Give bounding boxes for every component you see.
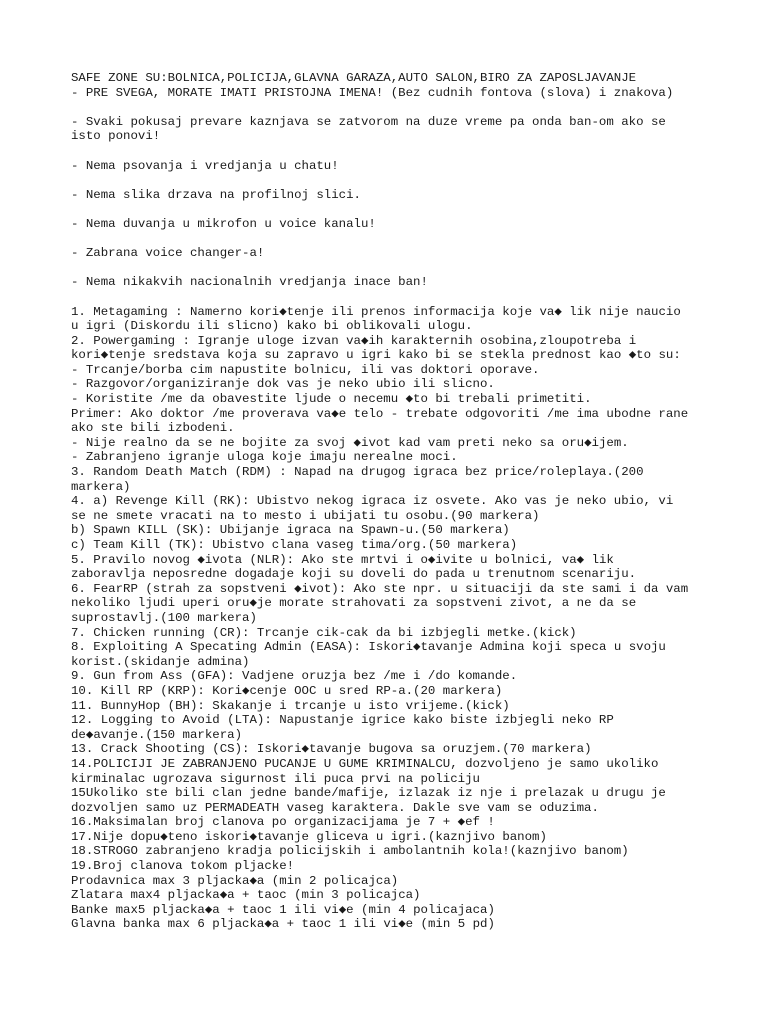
text-line: u igri (Diskordu ili slicno) kako bi oblikovali ulogu. — [71, 319, 473, 334]
text-line: - Trcanje/borba cim napustite bolnicu, ili vas doktori oporave. — [71, 362, 540, 377]
text-line: - Nema duvanja u mikrofon u voice kanalu! — [71, 216, 376, 231]
text-line: 7. Chicken running (CR): Trcanje cik-cak da bi izbjegli metke.(kick) — [71, 625, 577, 640]
text-line: b) Spawn KILL (SK): Ubijanje igraca na Spawn-u.(50 markera) — [71, 523, 510, 538]
text-line: suprostavlj.(100 markera) — [71, 610, 257, 625]
text-line: - Razgovor/organiziranje dok vas je neko ubio ili slicno. — [71, 377, 495, 392]
text-line: zaboravlja neposredne dogadaje koji su doveli do pada u trenutnom scenariju. — [71, 567, 637, 582]
text-line: 2. Powergaming : Igranje uloge izvan va◆ih karakternih osobina,zloupotreba i — [71, 333, 637, 348]
text-line: 17.Nije dopu◆teno iskori◆tavanje gliceva u igri.(kaznjivo banom) — [71, 829, 547, 844]
text-line: - Zabranjeno igranje uloga koje imaju nerealne moci. — [71, 450, 458, 465]
text-line: 16.Maksimalan broj clanova po organizacijama je 7 + ◆ef ! — [71, 815, 495, 830]
blank-line — [71, 261, 711, 276]
text-line: ako ste bili izbodeni. — [71, 421, 235, 436]
text-line: kirminalac ugrozava sigurnost ili puca prvi na policiju — [71, 771, 480, 786]
text-line: 14.POLICIJI JE ZABRANJENO PUCANJE U GUME KRIMINALCU, dozvoljeno je samo ukoliko — [71, 756, 659, 771]
blank-line — [71, 173, 711, 188]
text-line: de◆avanje.(150 markera) — [71, 727, 243, 742]
text-line: Zlatara max4 pljacka◆a + taoc (min 3 policajca) — [71, 888, 421, 903]
text-line: 13. Crack Shooting (CS): Iskori◆tavanje bugova sa oruzjem.(70 markera) — [71, 742, 592, 757]
text-line: 5. Pravilo novog ◆ivota (NLR): Ako ste mrtvi i o◆ivite u bolnici, va◆ lik — [71, 552, 614, 567]
text-line: 12. Logging to Avoid (LTA): Napustanje igrice kako biste izbjegli neko RP — [71, 713, 614, 728]
blank-line — [71, 232, 711, 247]
text-line: nekoliko ljudi uperi oru◆je morate strahovati za sopstveni zivot, a ne da se — [71, 596, 637, 611]
text-line: Banke max5 pljacka◆a + taoc 1 ili vi◆e (min 4 policajaca) — [71, 902, 495, 917]
text-line: - Svaki pokusaj prevare kaznjava se zatvorom na duze vreme pa onda ban-om ako se — [71, 114, 666, 129]
text-line: - Nema slika drzava na profilnoj slici. — [71, 187, 361, 202]
text-line: - Zabrana voice changer-a! — [71, 246, 265, 261]
text-line: - Koristite /me da obavestite ljude o necemu ◆to bi trebali primetiti. — [71, 392, 592, 407]
text-line: 3. Random Death Match (RDM) : Napad na drugog igraca bez price/roleplaya.(200 — [71, 465, 644, 480]
text-line: - Nema nikakvih nacionalnih vredjanja inace ban! — [71, 275, 428, 290]
text-line: 8. Exploiting A Specating Admin (EASA): Iskori◆tavanje Admina koji speca u svoju — [71, 640, 666, 655]
text-line: 15Ukoliko ste bili clan jedne bande/mafije, izlazak iz nje i prelazak u drugu je — [71, 786, 666, 801]
text-line: markera) — [71, 479, 131, 494]
text-line: 1. Metagaming : Namerno kori◆tenje ili prenos informacija koje va◆ lik nije naucio — [71, 304, 681, 319]
text-line: 11. BunnyHop (BH): Skakanje i trcanje u isto vrijeme.(kick) — [71, 698, 510, 713]
text-line: - Nije realno da se ne bojite za svoj ◆ivot kad vam preti neko sa oru◆ijem. — [71, 435, 629, 450]
blank-line — [71, 202, 711, 217]
text-line: c) Team Kill (TK): Ubistvo clana vaseg tima/org.(50 markera) — [71, 538, 518, 552]
blank-line — [71, 290, 711, 305]
text-line: 18.STROGO zabranjeno kradja policijskih i ambolantnih kola!(kaznjivo banom) — [71, 844, 629, 859]
document-body — [71, 71, 711, 932]
text-line: Primer: Ako doktor /me proverava va◆e telo - trebate odgovoriti /me ima ubodne rane — [71, 406, 689, 421]
text-line: 10. Kill RP (KRP): Kori◆cenje OOC u sred RP-a.(20 markera) — [71, 683, 503, 698]
text-line: 19.Broj clanova tokom pljacke! — [71, 859, 295, 874]
text-line: korist.(skidanje admina) — [71, 654, 250, 669]
text-line: SAFE ZONE SU:BOLNICA,POLICIJA,GLAVNA GARAZA,AUTO SALON,BIRO ZA ZAPOSLJAVANJE — [71, 71, 637, 85]
blank-line — [71, 144, 711, 159]
blank-line — [71, 100, 711, 115]
text-line: - Nema psovanja i vredjanja u chatu! — [71, 158, 339, 173]
text-line: - PRE SVEGA, MORATE IMATI PRISTOJNA IMENA! (Bez cudnih fontova (slova) i znakova) — [71, 85, 674, 100]
text-line: Prodavnica max 3 pljacka◆a (min 2 policajca) — [71, 873, 399, 888]
text-line: kori◆tenje sredstava koja su zapravo u igri kako bi se stekla prednost kao ◆to su: — [71, 348, 681, 363]
text-line: 9. Gun from Ass (GFA): Vadjene oruzja bez /me i /do komande. — [71, 669, 518, 684]
text-line: 6. FearRP (strah za sopstveni ◆ivot): Ako ste npr. u situaciji da ste sami i da vam — [71, 581, 689, 596]
text-line: Glavna banka max 6 pljacka◆a + taoc 1 ili vi◆e (min 5 pd) — [71, 917, 495, 932]
text-line: isto ponovi! — [71, 129, 161, 144]
text-line: dozvoljen samo uz PERMADEATH vaseg karaktera. Dakle sve vam se oduzima. — [71, 800, 599, 815]
text-line: 4. a) Revenge Kill (RK): Ubistvo nekog igraca iz osvete. Ako vas je neko ubio, vi — [71, 494, 674, 509]
text-line: se ne smete vracati na to mesto i ubijati tu osobu.(90 markera) — [71, 508, 540, 523]
